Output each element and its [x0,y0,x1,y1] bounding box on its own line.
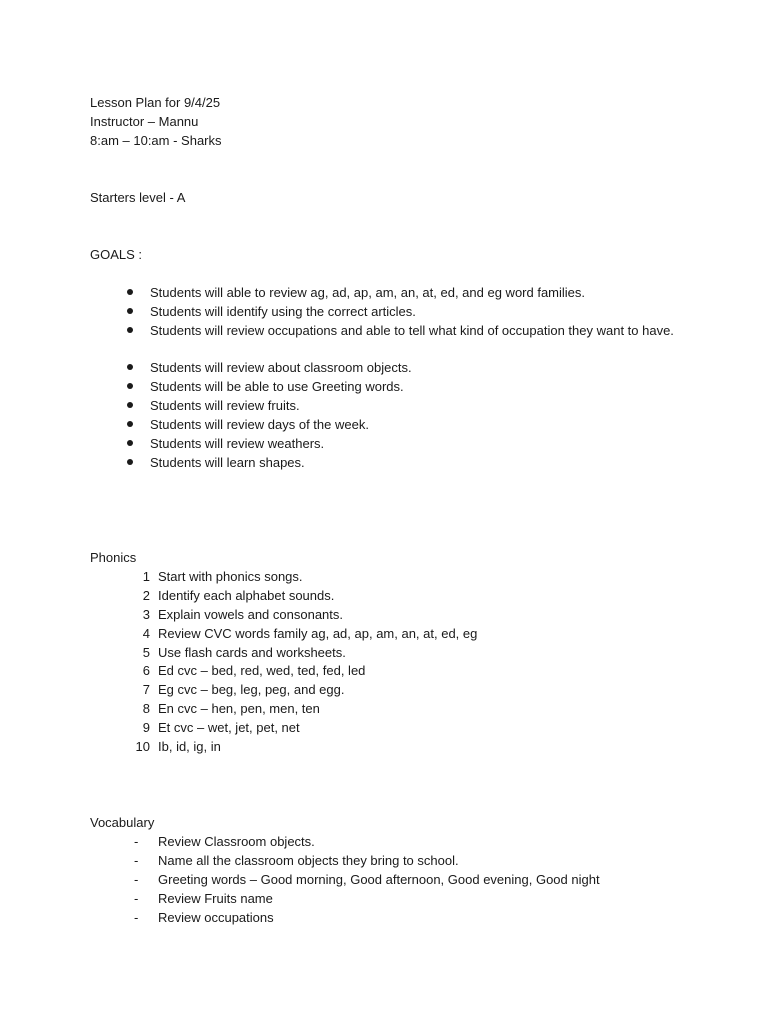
dash-marker: - [134,834,139,849]
phonics-text: Explain vowels and consonants. [158,607,344,622]
bullet-icon [127,459,133,465]
phonics-text: Ed cvc – bed, red, wed, ted, fed, led [158,663,366,678]
dash-marker: - [134,910,139,925]
level-line: Starters level - A [90,190,186,205]
item-number: 6 [142,663,150,678]
goal-text: Students will review occupations and able to tell what kind of occupation they want to have. [150,323,674,338]
bullet-icon [127,327,133,333]
phonics-text: Ib, id, ig, in [158,739,221,754]
goal-text: Students will identify using the correct articles. [150,304,416,319]
item-number: 4 [142,626,150,641]
phonics-text: Review CVC words family ag, ad, ap, am, an, at, ed, eg [158,626,478,641]
bullet-icon [127,308,133,314]
phonics-text: Use flash cards and worksheets. [158,645,346,660]
time-line: 8:am – 10:am - Sharks [90,133,222,148]
item-number: 2 [142,588,150,603]
item-number: 9 [142,720,150,735]
item-number: 8 [142,701,150,716]
item-number: 7 [142,682,150,697]
item-number: 5 [142,645,150,660]
goal-text: Students will learn shapes. [150,455,305,470]
instructor-line: Instructor – Mannu [90,114,199,129]
vocabulary-text: Review Fruits name [158,891,273,906]
goal-text: Students will review fruits. [150,398,300,413]
item-number: 3 [142,607,150,622]
bullet-icon [127,402,133,408]
goal-text: Students will able to review ag, ad, ap, am, an, at, ed, and eg word families. [150,285,586,300]
goal-text: Students will review about classroom objects. [150,360,412,375]
phonics-text: Start with phonics songs. [158,569,303,584]
bullet-icon [127,440,133,446]
vocabulary-heading: Vocabulary [90,815,155,830]
dash-marker: - [134,872,139,887]
goal-text: Students will be able to use Greeting words. [150,379,404,394]
bullet-icon [127,289,133,295]
goal-text: Students will review weathers. [150,436,325,451]
dash-marker: - [134,891,139,906]
vocabulary-text: Greeting words – Good morning, Good afternoon, Good evening, Good night [158,872,600,887]
phonics-heading: Phonics [90,550,137,565]
lesson-title: Lesson Plan for 9/4/25 [90,95,221,110]
goal-text: Students will review days of the week. [150,417,369,432]
item-number: 10 [135,739,150,754]
phonics-text: Et cvc – wet, jet, pet, net [158,720,300,735]
phonics-text: Eg cvc – beg, leg, peg, and egg. [158,682,345,697]
vocabulary-text: Name all the classroom objects they bring to school. [158,853,459,868]
goals-heading: GOALS : [90,247,143,262]
vocabulary-text: Review Classroom objects. [158,834,315,849]
bullet-icon [127,364,133,370]
bullet-icon [127,421,133,427]
item-number: 1 [142,569,150,584]
dash-marker: - [134,853,139,868]
bullet-icon [127,383,133,389]
phonics-text: Identify each alphabet sounds. [158,588,335,603]
vocabulary-text: Review occupations [158,910,274,925]
phonics-text: En cvc – hen, pen, men, ten [158,701,320,716]
